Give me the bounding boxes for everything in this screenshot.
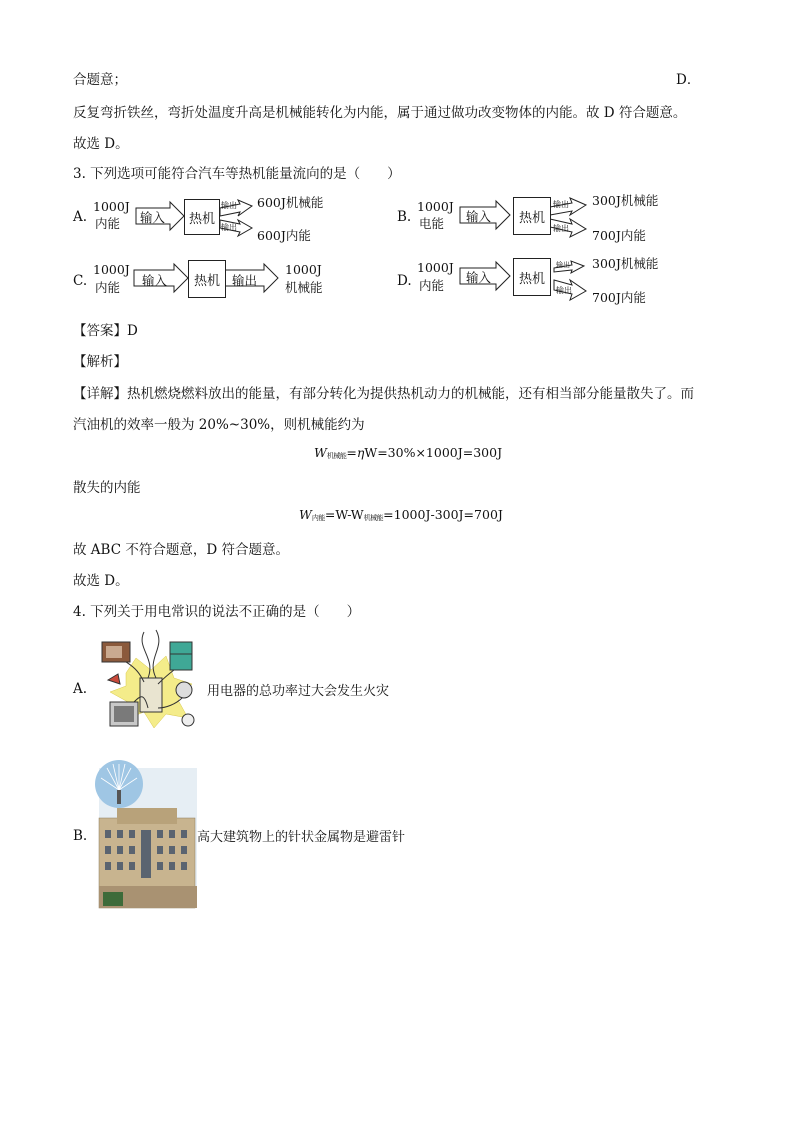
option-text: 高大建筑物上的针状金属物是避雷针 <box>197 830 406 845</box>
formula-subscript: 机械能 <box>363 514 384 522</box>
result-bottom: 600J内能 <box>257 228 311 243</box>
heat-engine-box <box>513 258 551 296</box>
input-type: 内能 <box>95 280 121 295</box>
formula-subscript: 机械能 <box>326 452 347 460</box>
output-label: 输出 <box>221 223 237 232</box>
option-letter: B. <box>397 209 412 225</box>
option-text: 用电器的总功率过大会发生火灾 <box>207 684 390 699</box>
text-line: 反复弯折铁丝，弯折处温度升高是机械能转化为内能，属于通过做功改变物体的内能。故 D 符合题意。 <box>73 105 687 121</box>
heat-engine-box <box>513 197 551 235</box>
heat-engine-label: 热机 <box>188 211 215 227</box>
heat-engine-label: 热机 <box>518 271 545 287</box>
heat-engine-box <box>184 199 220 235</box>
iron-icon <box>108 674 120 684</box>
detail-line <box>73 382 694 402</box>
input-type: 内能 <box>419 278 445 293</box>
input-arrow-label: 输入 <box>466 270 492 285</box>
formula-mid: =W-W <box>324 507 364 522</box>
result-top: 300J机械能 <box>592 193 659 208</box>
option-letter: D. <box>397 273 412 289</box>
heat-engine-label: 热机 <box>193 273 220 289</box>
option-letter: B. <box>73 828 88 844</box>
input-amount: 1000J <box>417 199 454 214</box>
fridge-icon <box>170 642 192 670</box>
option-d-label: D． <box>676 72 701 88</box>
answer-line <box>73 319 138 339</box>
input-arrow-label: 输入 <box>466 209 492 224</box>
question-stem: 4. 下列关于用电常识的说法不正确的是（ ） <box>73 604 361 620</box>
detail-text-2: 汽油机的效率一般为 20%~30%，则机械能约为 <box>73 417 365 433</box>
option-letter: A. <box>73 681 88 697</box>
result-bottom: 机械能 <box>285 280 323 295</box>
input-amount: 1000J <box>93 199 130 214</box>
heat-engine-label: 热机 <box>518 210 545 226</box>
formula-eq: = <box>346 445 357 460</box>
formula-symbol: W <box>299 507 312 522</box>
detail-tag: 【详解】 <box>73 386 127 402</box>
option-letter: A. <box>73 209 88 225</box>
result-top: 600J机械能 <box>257 195 324 210</box>
loss-label: 散失的内能 <box>73 480 141 496</box>
text-line: 合题意； <box>73 72 127 88</box>
formula-rest: W=30%×1000J=300J <box>364 445 503 460</box>
formula-internal <box>299 507 503 523</box>
question-stem: 3. 下列选项可能符合汽车等热机能量流向的是（ ） <box>73 166 401 182</box>
input-arrow-label: 输入 <box>142 273 168 288</box>
output-label: 输出 <box>232 273 258 288</box>
kettle-icon <box>182 714 194 726</box>
answer-value: D <box>127 323 138 339</box>
input-type: 电能 <box>419 216 445 231</box>
tree-icon <box>103 892 123 906</box>
building-lightning-rod-photo <box>93 758 197 910</box>
detail-text: 热机燃烧燃料放出的能量，有部分转化为提供热机动力的机械能，还有相当部分能量散失了。而 <box>127 386 694 402</box>
formula-subscript: 内能 <box>311 514 325 522</box>
input-type: 内能 <box>95 216 121 231</box>
answer-tag: 【答案】 <box>73 323 127 339</box>
choose-line: 故选 D。 <box>73 573 129 589</box>
formula-symbol: W <box>314 445 327 460</box>
output-label: 输出 <box>553 224 569 233</box>
washer-icon <box>176 682 192 698</box>
formula-eta: η <box>356 445 365 460</box>
overloaded-socket-illustration <box>96 628 206 740</box>
result-bottom: 700J内能 <box>592 228 646 243</box>
analysis-tag: 【解析】 <box>73 354 127 370</box>
text-line: 故选 D。 <box>73 136 129 152</box>
output-label: 输出 <box>556 286 572 295</box>
formula-rest: =1000J-300J=700J <box>383 507 503 522</box>
output-label: 输出 <box>221 201 237 210</box>
output-label: 输出 <box>553 200 569 209</box>
output-label: 输出 <box>556 261 570 269</box>
input-amount: 1000J <box>93 262 130 277</box>
formula-mechanical <box>314 445 502 461</box>
result-top: 1000J <box>285 262 322 277</box>
heat-engine-box <box>188 260 226 298</box>
result-top: 300J机械能 <box>592 256 659 271</box>
option-letter: C. <box>73 273 88 289</box>
conclusion: 故 ABC 不符合题意，D 符合题意。 <box>73 542 289 558</box>
result-bottom: 700J内能 <box>592 290 646 305</box>
input-amount: 1000J <box>417 260 454 275</box>
input-arrow-label: 输入 <box>140 210 166 225</box>
